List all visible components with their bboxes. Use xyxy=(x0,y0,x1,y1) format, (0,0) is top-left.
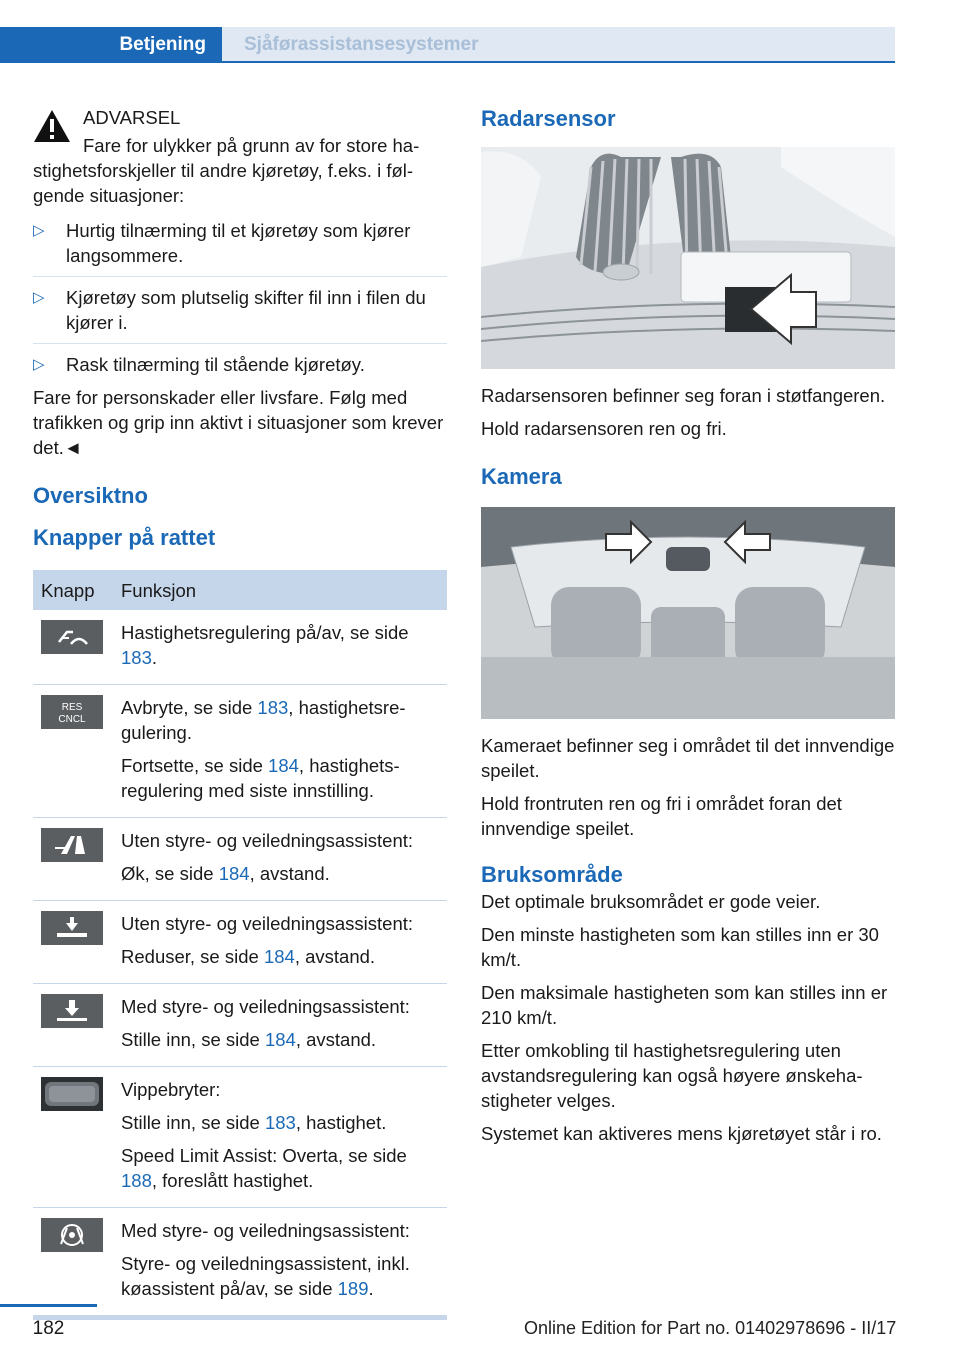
steering-assist-icon xyxy=(41,1218,105,1258)
table-row xyxy=(33,610,447,685)
function-text: Uten styre- og veiledningsassistent: xyxy=(121,913,414,934)
function-cell xyxy=(113,685,447,818)
radar-text: Hold radarsensoren ren og fri. xyxy=(481,418,727,439)
usage-text: Den minste hastigheten som kan stilles inn er 30 km/t. xyxy=(481,924,879,970)
radar-text: Radarsensoren befinner seg foran i støtfangeren. xyxy=(481,385,886,406)
usage-text: Systemet kan aktiveres mens kjøretøyet står i ro. xyxy=(481,1123,882,1144)
function-text: Styre- og veiledningsassistent, inkl. køassistent på/av, se side 189. xyxy=(121,1253,410,1299)
warning-line: Fare for ulykker på grunn av for store ha- xyxy=(83,135,420,156)
buttons-table xyxy=(33,570,447,1315)
list-item: ▷ Hurtig tilnærming til et kjøretøy som kjører langsommere. xyxy=(33,218,447,277)
function-text: Stille inn, se side 184, avstand. xyxy=(121,1029,377,1050)
page-ref-link[interactable]: 189 xyxy=(337,1278,369,1299)
warning-list xyxy=(33,218,447,377)
overview-heading: Oversiktno xyxy=(33,483,148,508)
warning-block xyxy=(33,105,447,460)
list-item: ▷ Rask tilnærming til stående kjøretøy. xyxy=(33,354,365,375)
svg-text:CNCL: CNCL xyxy=(58,714,86,725)
table-row xyxy=(33,818,447,901)
radar-sensor-image xyxy=(481,147,895,369)
table-header xyxy=(33,570,447,610)
col-button-header: Knapp xyxy=(33,570,113,610)
warning-triangle-icon xyxy=(33,109,71,143)
triangle-bullet-icon: ▷ xyxy=(33,289,45,306)
page-ref-link[interactable]: 183 xyxy=(257,697,289,718)
chapter-tab: Sjåførassistansesystemer xyxy=(222,27,895,63)
res-cncl-icon xyxy=(41,695,105,735)
page-header xyxy=(0,27,895,63)
rocker-switch-icon xyxy=(41,1077,105,1117)
warning-title: ADVARSEL xyxy=(83,107,181,128)
camera-heading: Kamera xyxy=(481,464,562,489)
function-cell xyxy=(113,1067,447,1208)
svg-text:RES: RES xyxy=(61,702,83,713)
usage-text: Den maksimale hastigheten som kan stilles inn er 210 km/t. xyxy=(481,982,888,1028)
table-row xyxy=(33,984,447,1067)
buttons-heading: Knapper på rattet xyxy=(33,525,216,550)
function-text: Uten styre- og veiledningsassistent: xyxy=(121,830,414,851)
page-ref-link[interactable]: 188 xyxy=(121,1170,152,1191)
usage-text: Etter omkobling til hastighetsregulering uten avstandsregulering kan også høyere ønskehastigheter velges. xyxy=(481,1040,863,1111)
function-text: Avbryte, se side 183, hastighetsregulering. xyxy=(121,697,406,743)
distance-decrease-icon xyxy=(41,911,105,951)
function-cell xyxy=(113,1208,447,1316)
warning-line: stighetsforskjeller til andre kjøretøy, f.eks. i føl- xyxy=(33,160,414,181)
usage-paragraphs xyxy=(481,889,895,1146)
footer-rule xyxy=(0,1304,97,1307)
function-cell xyxy=(113,610,447,685)
triangle-bullet-icon: ▷ xyxy=(33,356,45,373)
col-function-header: Funksjon xyxy=(113,570,447,610)
distance-increase-icon xyxy=(41,828,105,868)
function-cell xyxy=(113,984,447,1067)
edition-text: Online Edition for Part no. 01402978696 - II/17 xyxy=(524,1318,897,1338)
function-text: Speed Limit Assist: Overta, se side 188, foreslått hastighet. xyxy=(121,1145,407,1191)
usage-text: Det optimale bruksområdet er gode veier. xyxy=(481,891,821,912)
function-cell xyxy=(113,901,447,984)
usage-heading: Bruksområde xyxy=(481,862,623,887)
page-ref-link[interactable]: 184 xyxy=(263,946,295,967)
radar-heading: Radarsensor xyxy=(481,106,616,131)
page-ref-link[interactable]: 183 xyxy=(121,647,152,668)
page-ref-link[interactable]: 184 xyxy=(264,1029,296,1050)
function-text: Reduser, se side 184, avstand. xyxy=(121,946,376,967)
list-item: ▷ Kjøretøy som plutselig skifter fil inn i filen du kjører i. xyxy=(33,285,447,344)
page-ref-link[interactable]: 184 xyxy=(218,863,250,884)
camera-text: Hold frontruten ren og fri i området foran det innvendige speilet. xyxy=(481,793,842,839)
warning-outro: Fare for personskader eller livsfare. Følg med trafikken og grip inn aktivt i situasjoner som krever det.◄ xyxy=(33,387,444,458)
section-tab: Betjening xyxy=(0,27,222,63)
function-text: Med styre- og veiledningsassistent: xyxy=(121,996,410,1017)
function-text: Vippebryter: xyxy=(121,1079,221,1100)
page-number: 182 xyxy=(32,1318,65,1339)
table-row xyxy=(33,685,447,818)
function-cell xyxy=(113,818,447,901)
left-column xyxy=(33,105,447,1320)
camera-text: Kameraet befinner seg i området til det innvendige speilet. xyxy=(481,735,895,781)
function-text: Fortsette, se side 184, hastighetsregulering med siste innstilling. xyxy=(121,755,400,801)
page-ref-link[interactable]: 184 xyxy=(268,755,299,776)
warning-line: gende situasjoner: xyxy=(33,185,185,206)
camera-image xyxy=(481,507,895,719)
triangle-bullet-icon: ▷ xyxy=(33,222,45,239)
function-text: Hastighetsregulering på/av, se side 183. xyxy=(121,622,409,668)
function-text: Stille inn, se side 183, hastighet. xyxy=(121,1112,387,1133)
header-rule xyxy=(0,61,895,63)
page-ref-link[interactable]: 183 xyxy=(264,1112,296,1133)
table-row xyxy=(33,1067,447,1208)
cruise-control-icon xyxy=(41,620,105,660)
function-text: Øk, se side 184, avstand. xyxy=(121,863,330,884)
table-row xyxy=(33,901,447,984)
right-column xyxy=(481,105,895,1154)
function-text: Med styre- og veiledningsassistent: xyxy=(121,1220,410,1241)
table-row xyxy=(33,1208,447,1316)
distance-set-icon xyxy=(41,994,105,1034)
